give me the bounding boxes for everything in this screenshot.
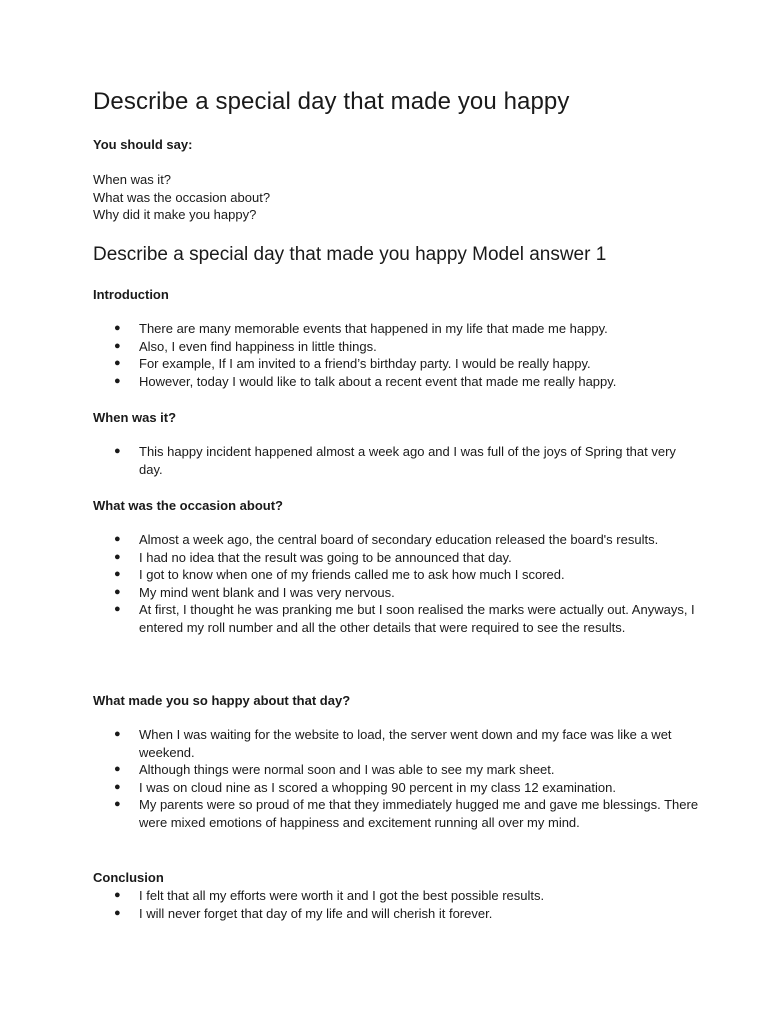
bullet-icon: ● [114,533,121,545]
list-item: ● This happy incident happened almost a week ago and I was full of the joys of Spring that very day. [114,444,676,477]
bullet-icon: ● [114,906,121,919]
section-what-made-happy [93,692,703,832]
bullet-list [93,887,703,922]
list-item: ● For example, If I am invited to a friend’s birthday party. I would be really happy. [114,356,591,372]
bullet-icon: ● [114,728,121,740]
list-item: ● At first, I thought he was pranking me but I soon realised the marks were actually out. Anyways, I entered my roll number and all the other details that were required to see the results. [114,602,695,635]
list-item: ● When I was waiting for the website to load, the server went down and my face was like a wet weekend. [114,727,672,760]
bullet-list [93,320,703,390]
bullet-icon: ● [114,322,121,334]
page-title: Describe a special day that made you happy [93,88,570,115]
bullet-icon: ● [114,780,121,793]
prompt-item: What was the occasion about? [93,189,271,205]
bullet-list [93,531,703,637]
bullet-icon: ● [114,585,121,598]
prompt-item: Why did it make you happy? [93,207,257,222]
list-item: ● Although things were normal soon and I was able to see my mark sheet. [114,762,555,778]
list-item: ● However, today I would like to talk about a recent event that made me really happy. [114,373,617,389]
list-item: ● I will never forget that day of my life and will cherish it forever. [114,905,493,921]
bullet-icon: ● [114,445,121,457]
prompt-item: When was it? [93,172,172,187]
prompt-list [93,171,270,224]
bullet-icon: ● [114,763,121,776]
bullet-list [93,726,703,832]
list-item: ● I was on cloud nine as I scored a whopping 90 percent in my class 12 examination. [114,779,616,795]
list-item: ● I had no idea that the result was going to be announced that day. [114,549,512,565]
section-heading: What made you so happy about that day? [93,693,351,708]
list-item: ● Almost a week ago, the central board of secondary education released the board's results. [114,532,659,547]
you-should-say-label: You should say: [93,137,193,152]
list-item: ● I felt that all my efforts were worth it and I got the best possible results. [114,888,545,903]
section-heading: What was the occasion about? [93,498,283,513]
bullet-icon: ● [114,550,121,563]
section-occasion [93,497,703,637]
model-answer-title: Describe a special day that made you happy Model answer 1 [93,244,607,265]
bullet-icon: ● [114,798,121,811]
list-item: ● My parents were so proud of me that they immediately hugged me and gave me blessings. There were mixed emotions of happiness and excitement running all over my mind. [114,797,699,830]
list-item: ● Also, I even find happiness in little things. [114,338,377,354]
section-conclusion [93,869,703,922]
section-heading: Introduction [93,287,169,302]
bullet-list [93,443,703,478]
section-introduction [93,286,703,390]
section-heading: Conclusion [93,870,164,885]
bullet-icon: ● [114,357,121,370]
section-heading: When was it? [93,410,177,425]
bullet-icon: ● [114,339,121,352]
bullet-icon: ● [114,603,121,616]
bullet-icon: ● [114,568,121,581]
section-when-was-it [93,409,703,478]
list-item: ● My mind went blank and I was very nervous. [114,584,395,600]
bullet-icon: ● [114,889,121,901]
list-item: ● I got to know when one of my friends called me to ask how much I scored. [114,567,565,583]
bullet-icon: ● [114,374,121,387]
list-item: ● There are many memorable events that happened in my life that made me happy. [114,321,608,336]
